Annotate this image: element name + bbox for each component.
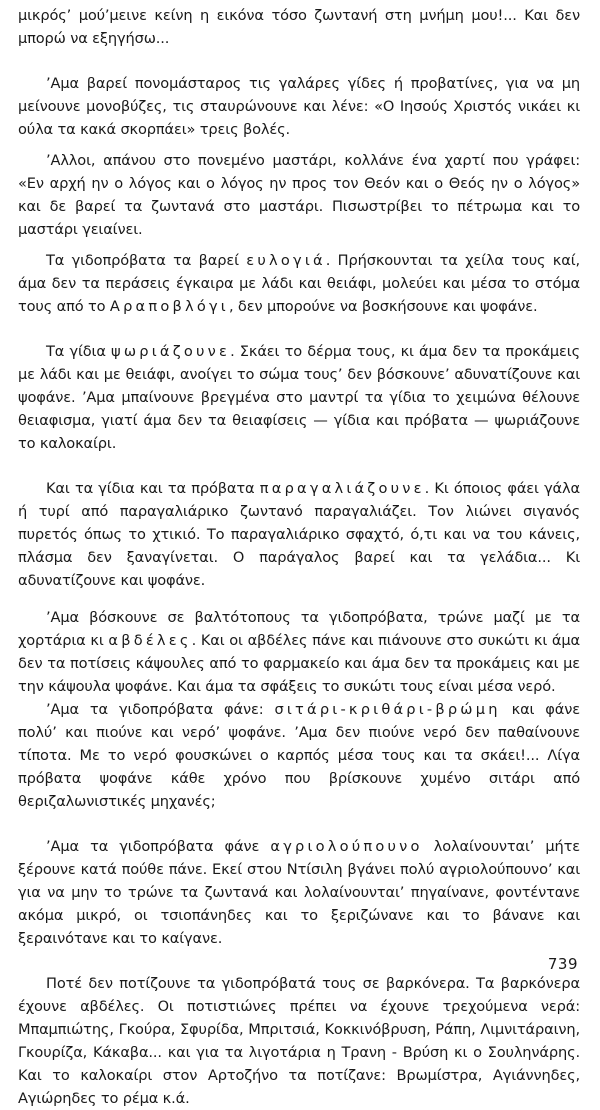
paragraph-8-text-b: και φάνε πολύ’ και πιούνε και νερό’ ψοφάνε. ’Αμα δεν πιούνε νερό δεν παθαίνουνε τίποτα. Με το νερό φουσκώνει ο καρπός μέσα τους και τα σκάει!... Λίγα πρόβατα ψοφάνε κάθε χρόνο που βρίσκουνε χυμένο σιτάρι από θεριζαλωνιστικές μηχανές;: [18, 701, 580, 810]
term-avdeles: αβδέλες: [108, 632, 192, 649]
paragraph-5: [18, 340, 580, 455]
term-agrioloupouno: αγριολούπουνο: [270, 838, 423, 855]
paragraph-8-text-a: ’Αμα τα γιδοπρόβατα φάνε:: [46, 701, 275, 718]
paragraph-9-text-a: ’Αμα τα γιδοπρόβατα φάνε: [46, 838, 271, 855]
paragraph-2: [18, 72, 580, 141]
paragraph-8: [18, 698, 580, 813]
paragraph-6: [18, 477, 580, 592]
paragraph-4-text-b: . Πρήσκουνται τα χείλα τους καί, άμα δεν τα περάσεις έγκαιρα με λάδι και θειάφι, μολεύει και μέσα το στόμα τους από το: [18, 252, 581, 315]
paragraph-6-text-a: Και τα γίδια και τα πρόβατα: [46, 480, 260, 497]
paragraph-10-text: Ποτέ δεν ποτίζουνε τα γιδοπρόβατά τους σε βαρκόνερα. Τα βαρκόνερα έχουνε αβδέλες. Οι ποτιστιώνες πρέπει να έχουνε τρεχούμενα νερά: Μπαμπιώτης, Γκούρα, Σφυρίδα, Μπριτσιά, Κοκκινόβρυση, Ράπη, Λιμνιτάραινη, Γκουρίζα, Κάκαβα... και για τα λιγοτάρια η Τρανη - Βρύση κι ο Σουληνάρης. Και το καλοκαίρι στον Αρτοζήνο τα ποτίζανε: Βρωμίστρα, Αγιάννηδες, Αγιώρηδες το ρέμα κ.ά.: [18, 975, 580, 1107]
page-number: 739: [547, 955, 578, 973]
term-arapovlogi: Αραποβλόγι: [109, 298, 229, 315]
paragraph-3-text: ’Αλλοι, απάνου στο πονεμένο μαστάρι, κολλάνε ένα χαρτί που γράφει: «Εν αρχή ην ο λόγος και ο λόγος ην προς τον Θεόν και ο Θεός ην ο λόγος» και δε βαρεί τα ζωντανά στο μαστάρι. Πισωστρίβει το πέτρωμα και το μαστάρι γειαίνει.: [18, 152, 580, 238]
paragraph-3: [18, 149, 580, 241]
paragraph-9: [18, 835, 580, 950]
term-paragaliazoune: παραγαλιάζουνε: [259, 480, 425, 497]
paragraph-6-text-b: . Κι όποιος φάει γάλα ή τυρί από παραγαλιάρικο ζωντανό παραγαλιάζει. Τον λιώνει σιγανός πυρετός όπως το χτικιό. Το παραγαλιάρικο σφαχτό, ό,τι και να του κάνεις, πλάσμα δεν ξαναγίνεται. Ο παράγαλος βαρεί και τα γελάδια... Κι αδυνατίζουνε και ψοφάνε.: [18, 480, 580, 589]
paragraph-7-text-b: . Και οι αβδέλες πάνε και πιάνουνε στο συκώτι κι άμα δεν τα ποτίσεις κάψουλες από το φαρμακείο και άμα δεν τα προκάμεις και με την κάψουλα ψοφάνε. Και άμα τα σφάξεις το συκώτι τους είναι μέσα νερό.: [18, 632, 580, 695]
paragraph-5-text-a: Τα γίδια: [46, 343, 112, 360]
paragraph-2-text: ’Αμα βαρεί πονομάσταρος τις γαλάρες γίδες ή προβατίνες, για να μη μείνουνε μονοβύζες, τις σταυρώνουνε και λένε: «Ο Ιησούς Χριστός νικάει κι ούλα τα κακά σκορπάει» τρεις βολές.: [18, 75, 580, 138]
paragraph-7: [18, 606, 580, 698]
paragraph-4: [18, 249, 580, 318]
paragraph-9-text-b: λολαίνουνται’ μήτε ξέρουνε κατά πούθε πάνε. Εκεί στου Ντίσιλη βγάνει πολύ αγριολούπουνο’ και για να μην το τρώνε τα ζωντανά και λολαίνουνται’ πηγαίνανε, φοντέντανε ακόμα μικρό, οι τσιοπάνηδες και το ξεριζώνανε και το βάνανε και ξεραινότανε και το καίγανε.: [18, 838, 580, 947]
paragraph-7-text-a: ’Αμα βόσκουνε σε βαλτότοπους τα γιδοπρόβατα, τρώνε μαζί με τα χορτάρια κι: [18, 609, 580, 649]
term-psoriazoune: ψωριάζουνε: [111, 343, 231, 360]
paragraph-4-text-a: Τα γιδοπρόβατα τα βαρεί: [46, 252, 247, 269]
paragraph-10: [18, 972, 580, 1110]
paragraph-1: [18, 4, 580, 50]
paragraph-4-text-c: , δεν μπορούνε να βοσκήσουνε και ψοφάνε.: [228, 298, 538, 315]
term-evlogia: ευλογιά: [246, 252, 326, 269]
term-sitari-krithari-vromi: σιτάρι-κριθάρι-βρώμη: [274, 701, 501, 718]
paragraph-1-text: μικρός’ μού’μεινε κείνη η εικόνα τόσο ζωντανή στη μνήμη μου!... Και δεν μπορώ να εξηγήσω...: [18, 7, 580, 47]
paragraph-5-text-b: . Σκάει το δέρμα τους, κι άμα δεν τα προκάμεις με λάδι και με θειάφι, ανοίγει το σώμα τους’ δεν βόσκουνε’ αδυνατίζουνε και ψοφάνε. ’Αμα μπαίνουνε βρεγμένα στο μαντρί τα γίδια το χειμώνα θέλουνε θειαφισμα, γιατί άμα δεν τα θειαφίσεις — γίδια και πρόβατα — ψωριάζουνε το καλοκαίρι.: [18, 343, 581, 452]
